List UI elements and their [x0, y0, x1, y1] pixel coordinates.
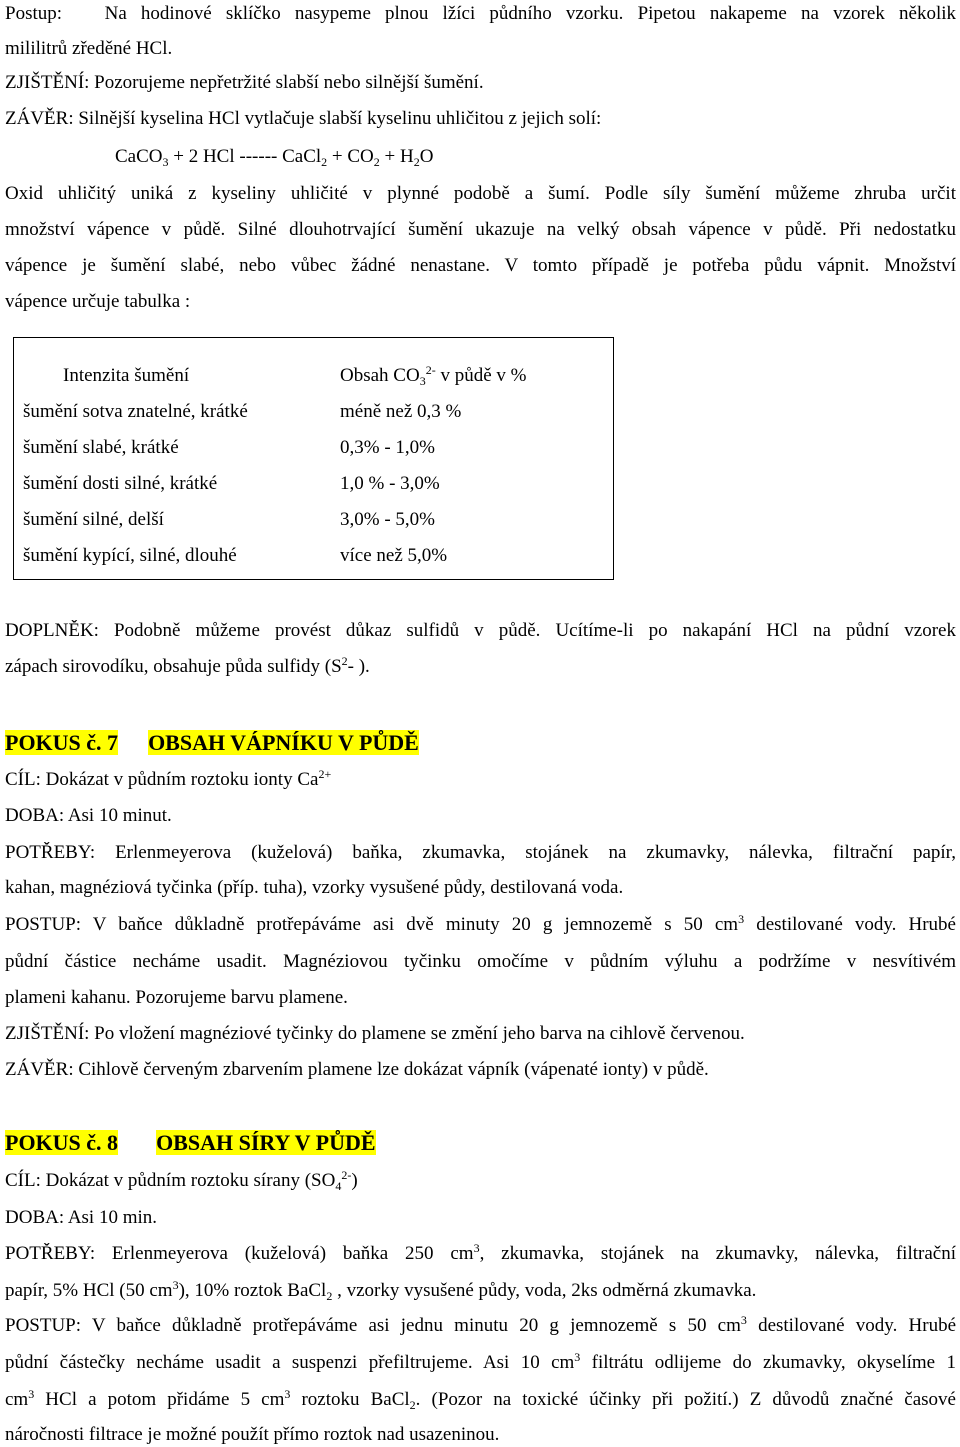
pokus8-potreby-2: papír, 5% HCl (50 $cm^3$), 10% roztok BaCl$_2$ , vzorky vysušené půdy, voda, 2ks odměrná zkumavka. [5, 1278, 757, 1303]
pokus7-postup-2: půdní částice necháme usadit. Magnéziovou tyčinku omočíme v půdním výluhu a podržíme v nesvítivém [5, 951, 956, 972]
postup-label: Postup: [5, 3, 63, 24]
pokus7-cil: CÍL: Dokázat v půdním roztoku ionty $Ca^{2+}$ [5, 767, 332, 790]
zaver-line: ZÁVĚR: Silnější kyselina HCl vytlačuje slabší kyselinu uhličitou z jejich solí: [5, 108, 602, 129]
table-row: šumění dosti silné, krátké 1,0 % - 3,0% [23, 473, 440, 494]
pokus7-title: OBSAH VÁPNÍKU V PŮDĚ [148, 730, 419, 755]
postup-text: Na hodinové sklíčko nasypeme plnou lžíci půdního vzorku. Pipetou nakapeme na vzorek několik [104, 3, 956, 24]
pokus8-doba: DOBA: Asi 10 min. [5, 1207, 158, 1228]
para-line-4: vápence určuje tabulka : [5, 291, 191, 312]
pokus8-postup-2: půdní částečky necháme usadit a suspenzi přefiltrujeme. Asi 10 $cm^3$ filtrátu odlijeme do zkumavky, okyselíme 1 [5, 1352, 956, 1373]
chemical-equation: CaCO$_3$ + 2 HCl ------ CaCl$_2$ + $CO_2 + H_2O$ [115, 146, 434, 169]
pokus7-zaver: ZÁVĚR: Cihlově červeným zbarvením plamene lze dokázat vápník (vápenaté ionty) v půdě. [5, 1059, 709, 1080]
table-row: šumění sotva znatelné, krátké méně než 0,3 % [23, 401, 462, 422]
pokus7-number: POKUS č. 7 [5, 730, 119, 755]
pokus8-title: OBSAH SÍRY V PŮDĚ [156, 1130, 376, 1155]
pokus7-postup-3: plameni kahanu. Pozorujeme barvu plamene. [5, 987, 348, 1008]
pokus7-heading [5, 730, 956, 756]
pokus7-postup-1: POSTUP: V baňce důkladně protřepáváme asi dvě minuty 20 g jemnozemě s 50 $cm^3$ destilované vody. Hrubé [5, 914, 956, 935]
carbonate-table [13, 337, 614, 580]
header-intensity: Intenzita šumění [63, 365, 190, 386]
pokus7-doba: DOBA: Asi 10 minut. [5, 805, 172, 826]
pokus7-potreby-1: POTŘEBY: Erlenmeyerova (kuželová) baňka, zkumavka, stojánek na zkumavky, nálevka, filtrační papír, [5, 842, 956, 863]
pokus7-potreby-2: kahan, magnéziová tyčinka (příp. tuha), vzorky vysušené půdy, destilovaná voda. [5, 877, 624, 898]
pokus7-zjisteni: ZJIŠTĚNÍ: Po vložení magnéziové tyčinky do plamene se změní jeho barva na cihlově červenou. [5, 1023, 745, 1044]
pokus8-postup-1: POSTUP: V baňce důkladně protřepáváme asi jednu minutu 20 g jemnozemě s 50 $cm^3$ destilované vody. Hrubé [5, 1315, 956, 1336]
pokus8-number: POKUS č. 8 [5, 1130, 119, 1155]
pokus8-potreby-1: POTŘEBY: Erlenmeyerova (kuželová) baňka 250 $cm^3$, zkumavka, stojánek na zkumavky, nálevka, filtrační [5, 1243, 956, 1264]
postup-line-2: mililitrů zředěné HCl. [5, 38, 173, 59]
doplnek-line-2: zápach sirovodíku, obsahuje půda sulfidy ($S^2-$ ). [5, 654, 370, 677]
table-row: šumění silné, delší 3,0% - 5,0% [23, 509, 435, 530]
zjisteni-line: ZJIŠTĚNÍ: Pozorujeme nepřetržité slabší nebo silnější šumění. [5, 72, 484, 93]
header-content: Obsah $CO_3^{2-}$ v půdě v % [340, 363, 527, 388]
pokus8-postup-4: náročnosti filtrace je možné použít přímo roztok nad usazeninou. [5, 1424, 500, 1445]
table-header-row [14, 364, 613, 388]
para-line-2: množství vápence v půdě. Silné dlouhotrvající šumění ukazuje na velký obsah vápence v půdě. Při nedostatku [5, 219, 956, 240]
pokus8-heading [5, 1130, 956, 1156]
pokus8-cil: CÍL: Dokázat v půdním roztoku sírany $(SO_4^{2-})$ [5, 1168, 358, 1193]
table-row: šumění kypící, silné, dlouhé více než 5,0% [23, 545, 448, 566]
doplnek-line-1: DOPLNĚK: Podobně můžeme provést důkaz sulfidů v půdě. Ucítíme-li po nakapání HCl na půdní vzorek [5, 620, 956, 641]
pokus8-postup-3: $cm^3$ HCl a potom přidáme 5 $cm^3$ roztoku BaCl$_2$. (Pozor na toxické účinky při požití.) Z důvodů značné časové [5, 1389, 956, 1411]
table-row: šumění slabé, krátké 0,3% - 1,0% [23, 437, 435, 458]
postup-line-1 [5, 3, 956, 25]
para-line-1: Oxid uhličitý uniká z kyseliny uhličité v plynné podobě a šumí. Podle síly šumění můžeme zhruba určit [5, 183, 956, 204]
para-line-3: vápence je šumění slabé, nebo vůbec žádné nenastane. V tomto případě je potřeba půdu vápnit. Množství [5, 255, 956, 276]
